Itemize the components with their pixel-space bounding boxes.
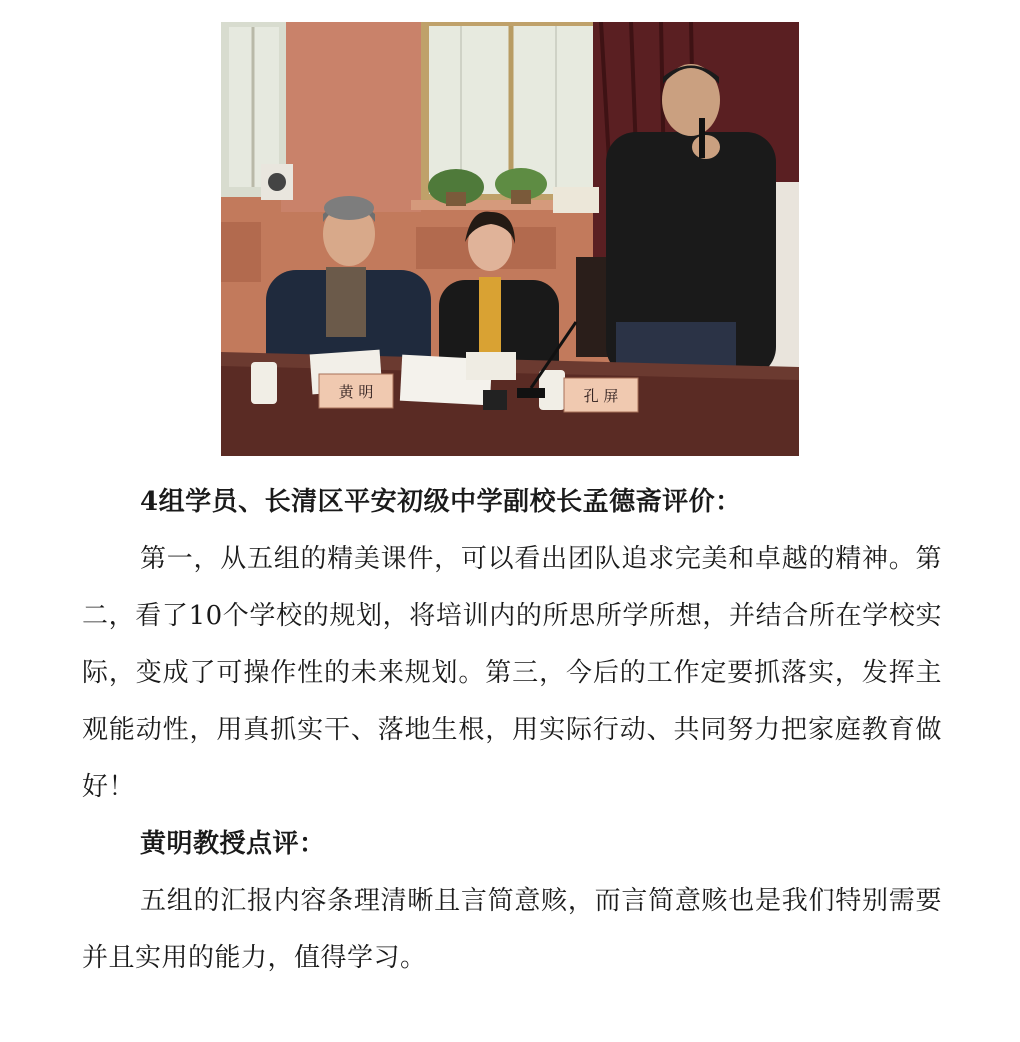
nameplate-huang-ming: 黄 明 — [338, 383, 374, 401]
article-body — [82, 474, 942, 987]
section-2-paragraph: 五组的汇报内容条理清晰且言简意赅，而言简意赅也是我们特别需要并且实用的能力，值得学习。 — [82, 886, 942, 973]
section-1-paragraph: 第一，从五组的精美课件，可以看出团队追求完美和卓越的精神。第二，看了10个学校的规划，将培训内的所思所学所想，并结合所在学校实际，变成了可操作性的未来规划。第三，今后的工作定要抓落实，发挥主观能动性，用真抓实干、落地生根，用实际行动、共同努力把家庭教育做好！ — [82, 544, 942, 802]
section-1-heading: 4组学员、长清区平安初级中学副校长孟德斋评价： — [140, 487, 742, 517]
section-2-heading: 黄明教授点评： — [140, 829, 326, 859]
nameplate-kong-ping: 孔 屏 — [583, 387, 619, 405]
meeting-photo — [221, 22, 799, 456]
meeting-photo-illustration — [221, 22, 799, 456]
